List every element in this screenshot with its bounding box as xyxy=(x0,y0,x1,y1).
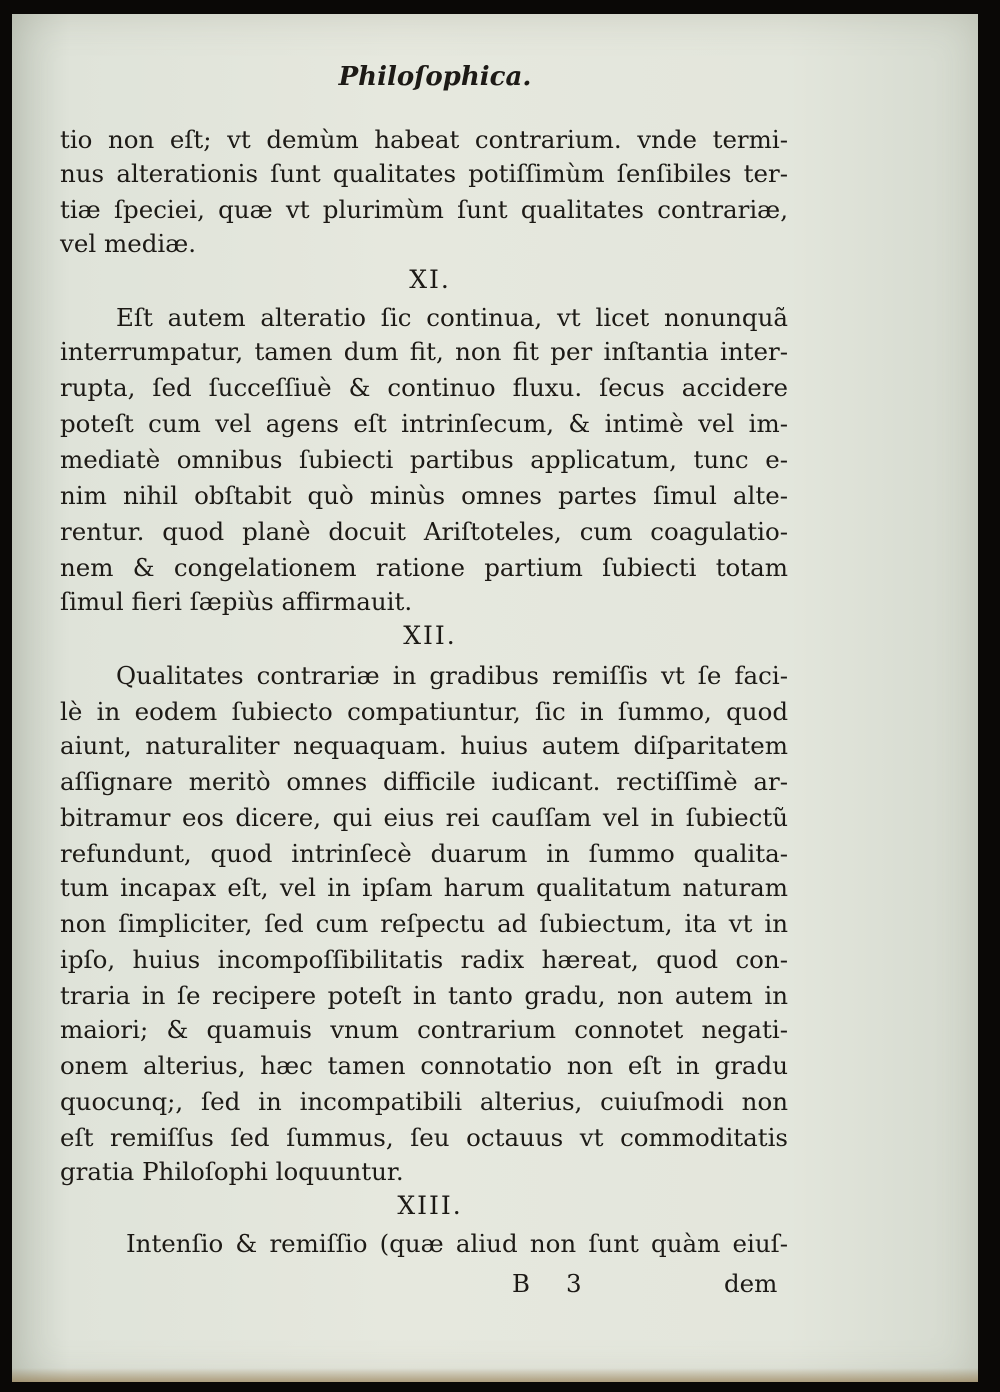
text-line: eſt remiſſus ſed ſummus, ſeu octauus vt commoditatis xyxy=(60,1123,788,1152)
text-line: poteſt cum vel agens eſt intrinſecum, & intimè vel im- xyxy=(60,409,788,438)
text-line: nem & congelationem ratione partium ſubiecti totam xyxy=(60,553,788,582)
text-line: vel mediæ. xyxy=(60,229,197,258)
text-line: mediatè omnibus ſubiecti partibus applicatum, tunc e- xyxy=(60,445,788,474)
text-line: rentur. quod planè docuit Ariſtoteles, cum coagulatio- xyxy=(60,517,788,546)
text-line: nim nihil obſtabit quò minùs omnes partes ſimul alte- xyxy=(60,481,788,510)
text-line: interrumpatur, tamen dum fit, non fit per inſtantia inter- xyxy=(60,337,788,366)
text-line: quocunq;, ſed in incompatibili alterius, cuiuſmodi non xyxy=(60,1087,788,1116)
page-edge-stain xyxy=(12,1368,978,1382)
section-numeral: XI. xyxy=(409,265,451,294)
text-line: gratia Philoſophi loquuntur. xyxy=(60,1157,404,1186)
text-line: traria in ſe recipere poteſt in tanto gradu, non autem in xyxy=(60,981,788,1010)
text-line: aſſignare meritò omnes difficile iudicant. rectiſſimè ar- xyxy=(60,767,788,796)
signature-number: 3 xyxy=(566,1269,582,1298)
text-line: refundunt, quod intrinſecè duarum in ſummo qualita- xyxy=(60,839,788,868)
text-line: Intenſio & remiſſio (quæ aliud non ſunt quàm eiuſ- xyxy=(126,1229,788,1258)
section-numeral: XIII. xyxy=(397,1191,463,1220)
catchword: dem xyxy=(724,1269,778,1298)
text-line: aiunt, naturaliter nequaquam. huius autem diſparitatem xyxy=(60,731,788,760)
text-line: Eſt autem alteratio ſic continua, vt licet nonunquã xyxy=(116,303,788,332)
text-line: bitramur eos dicere, qui eius rei cauſſam vel in ſubiectũ xyxy=(60,803,788,832)
section-numeral: XII. xyxy=(403,621,457,650)
text-line: Qualitates contrariæ in gradibus remiſſis vt ſe faci- xyxy=(116,661,788,690)
text-line: tio non eſt; vt demùm habeat contrarium. vnde termi- xyxy=(60,125,788,154)
text-line: lè in eodem ſubiecto compatiuntur, ſic in ſummo, quod xyxy=(60,697,788,726)
running-header: Philoſophica. xyxy=(338,62,532,92)
text-line: tum incapax eſt, vel in ipſam harum qualitatum naturam xyxy=(60,873,788,902)
text-line: nus alterationis ſunt qualitates potiſſimùm ſenſibiles ter- xyxy=(60,159,788,188)
text-line: rupta, ſed ſucceſſiuè & continuo fluxu. ſecus accidere xyxy=(60,373,788,402)
text-line: ipſo, huius incompoſſibilitatis radix hæreat, quod con- xyxy=(60,945,788,974)
text-line: onem alterius, hæc tamen connotatio non eſt in gradu xyxy=(60,1051,788,1080)
text-line: ſimul fieri ſæpiùs affirmauit. xyxy=(60,587,413,616)
signature-mark: B xyxy=(512,1269,531,1298)
text-line: maiori; & quamuis vnum contrarium connotet negati- xyxy=(60,1015,788,1044)
text-line: tiæ ſpeciei, quæ vt plurimùm ſunt qualitates contrariæ, xyxy=(60,195,788,224)
text-line: non ſimpliciter, ſed cum reſpectu ad ſubiectum, ita vt in xyxy=(60,909,788,938)
